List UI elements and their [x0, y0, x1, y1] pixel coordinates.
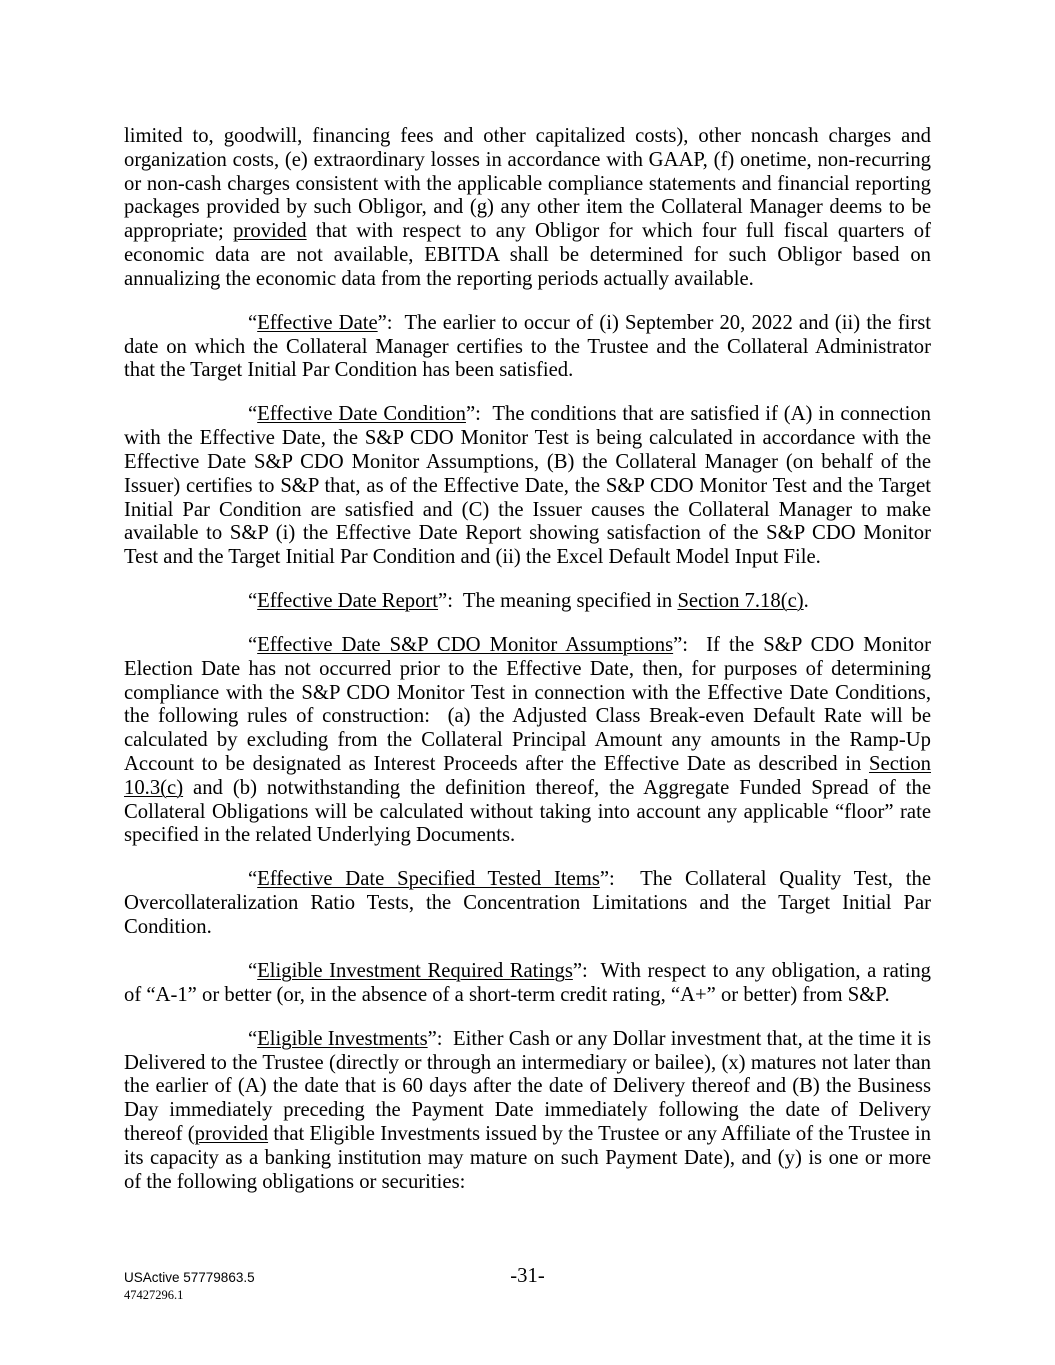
- definition-text: and (b) notwithstanding the definition thereof, the Aggregate Funded Spread of the Collateral Obligations will be calculated without taking into account any applicable “floor” rate specified in the related Underlying Documents.: [124, 776, 931, 847]
- footer-document-id: USActive 57779863.5: [124, 1270, 255, 1285]
- definition-text: The conditions that are satisfied if (A) in connection with the Effective Date, the S&P CDO Monitor Test is being calculated in accordance with the Effective Date S&P CDO Monitor Assumptions, (B) the Collateral Manager (on behalf of the Issuer) certifies to S&P that, as of the Effective Date, the S&P CDO Monitor Test and the Target Initial Par Condition are satisfied and (C) the Issuer causes the Collateral Manager to make available to S&P (i) the Effective Date Report showing satisfaction of the S&P CDO Monitor Test and the Target Initial Par Condition and (ii) the Excel Default Model Input File.: [124, 403, 931, 569]
- open-quote: “: [248, 311, 258, 334]
- definition-text: With respect to any obligation, a rating of “A-1” or better (or, in the absence of a short-term credit rating, “A+” or better) from S&P.: [124, 960, 931, 1006]
- defined-term: Effective Date Report: [257, 590, 439, 613]
- defined-term: Effective Date Condition: [257, 403, 466, 426]
- definition-eligible-investments: [124, 1028, 931, 1195]
- continuation-paragraph: [124, 125, 931, 292]
- close-quote: ”:: [572, 960, 595, 983]
- definition-effective-date-specified-tested-items: [124, 868, 931, 939]
- close-quote: ”:: [465, 403, 487, 426]
- definition-text: The meaning specified in: [462, 590, 678, 613]
- proviso-term: provided: [194, 1123, 269, 1145]
- close-quote: ”:: [427, 1027, 448, 1050]
- section-reference: Section 7.18(c): [677, 590, 804, 613]
- defined-term: Effective Date S&P CDO Monitor Assumptions: [257, 634, 674, 657]
- definition-text: If the S&P CDO Monitor Election Date has not occurred prior to the Effective Date, then, for purposes of determining compliance with the S&P CDO Monitor Test in connection with the Effective Date Conditions, the following rules of construction: (a) the Adjusted Class Break-even Default Rate will be calculated by excluding from the Collateral Principal Amount any amounts in the Ramp-Up Account to be designated as Interest Proceeds after the Effective Date as described in: [124, 634, 931, 776]
- open-quote: “: [248, 1027, 258, 1050]
- open-quote: “: [248, 960, 258, 983]
- definition-text: .: [803, 590, 809, 613]
- open-quote: “: [248, 634, 258, 657]
- open-quote: “: [248, 403, 258, 426]
- close-quote: ”:: [599, 868, 628, 891]
- definition-effective-date-sp-cdo-monitor-assumptions: [124, 634, 931, 848]
- paragraph-text: limited to, goodwill, financing fees and other capitalized costs), other noncash charges and organization costs, (e) extraordinary losses in accordance with GAAP, (f) onetime, non-recurring or non-cash charges consistent with the applicable compliance statements and financial reporting packages provided by such Obligor, and (g) any other item the Collateral Manager deems to be appropriate;: [124, 125, 931, 243]
- definition-effective-date-condition: [124, 403, 931, 570]
- close-quote: ”:: [673, 634, 698, 657]
- document-body: [124, 125, 931, 1215]
- defined-term: Effective Date: [257, 311, 378, 334]
- footer-secondary-document-id: 47427296.1: [124, 1288, 184, 1302]
- section-reference: Section 10.3(c): [124, 753, 931, 799]
- paragraph-text: that with respect to any Obligor for which four full fiscal quarters of economic data are not available, EBITDA shall be determined for such Obligor based on annualizing the economic data from the reporting periods actually available.: [124, 220, 931, 290]
- defined-term: Effective Date Specified Tested Items: [257, 868, 600, 891]
- definition-text: The Collateral Quality Test, the Overcollateralization Ratio Tests, the Concentration Limitations and the Target Initial Par Condition.: [124, 868, 932, 939]
- definition-effective-date: [124, 312, 931, 383]
- definition-text: that Eligible Investments issued by the Trustee or any Affiliate of the Trustee in its capacity as a banking institution may mature on such Payment Date), and (y) is one or more of the following obligations or securities:: [124, 1123, 931, 1193]
- proviso-term: provided: [233, 220, 307, 243]
- definition-effective-date-report: [124, 590, 931, 614]
- open-quote: “: [248, 868, 258, 891]
- defined-term: Eligible Investments: [257, 1027, 428, 1050]
- page-number: -31-: [510, 1265, 545, 1287]
- close-quote: ”:: [377, 311, 399, 334]
- close-quote: ”:: [438, 590, 459, 613]
- open-quote: “: [248, 590, 258, 613]
- defined-term: Eligible Investment Required Ratings: [257, 960, 573, 983]
- definition-eligible-investment-required-ratings: [124, 960, 931, 1008]
- definition-text: Either Cash or any Dollar investment that, at the time it is Delivered to the Trustee (directly or through an intermediary or bailee), (x) matures not later than the earlier of (A) the date that is 60 days after the date of Delivery thereof and (B) the Business Day immediately preceding the Payment Date immediately following the date of Delivery thereof (: [124, 1027, 931, 1145]
- definition-text: The earlier to occur of (i) September 20, 2022 and (ii) the first date on which the Collateral Manager certifies to the Trustee and the Collateral Administrator that the Target Initial Par Condition has been satisfied.: [124, 311, 931, 382]
